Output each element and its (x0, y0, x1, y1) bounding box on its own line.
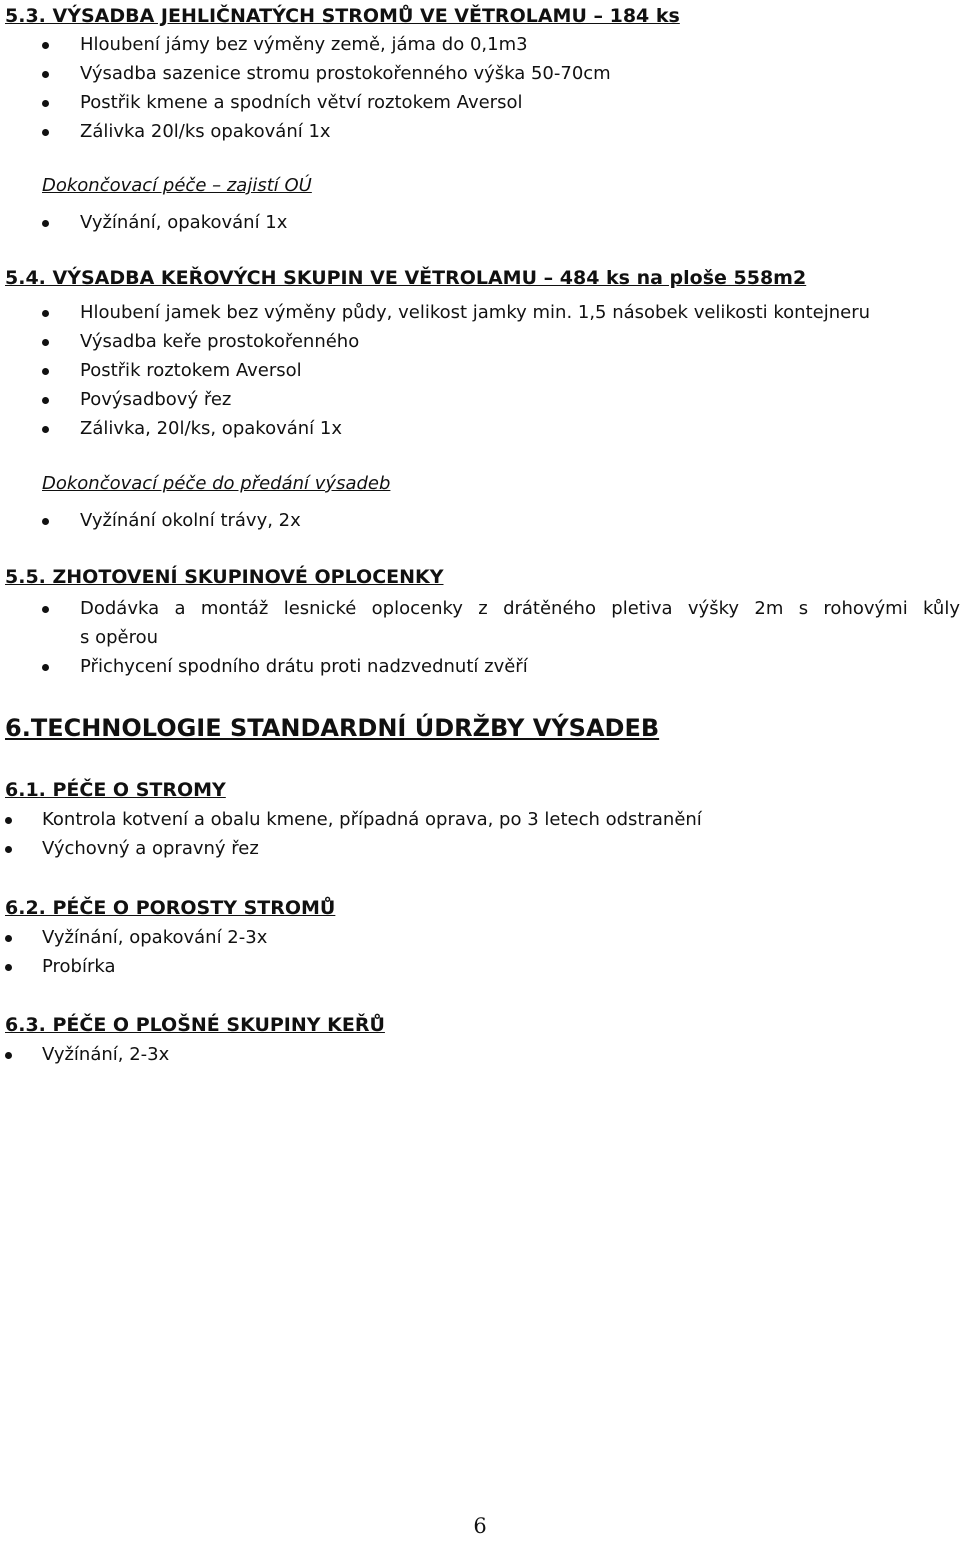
care-heading-5-4: Dokončovací péče do předání výsadeb (42, 473, 391, 494)
section-heading-5-4: 5.4. VÝSADBA KEŘOVÝCH SKUPIN VE VĚTROLAMU – 484 ks na ploše 558m2 (5, 267, 807, 289)
bullet (42, 100, 49, 107)
document-page: 5.3. VÝSADBA JEHLIČNATÝCH STROMŮ VE VĚTROLAMU – 184 ks Hloubení jámy bez výměny země, jáma do 0,1m3 Výsadba sazenice stromu prostokořenného výška 50-70cm Postřik kmene a spodních větví roztokem Aversol Zálivka 20l/ks opakování 1x Dokončovací péče – zajistí OÚ Vyžínání, opakování 1x 5.4. VÝSADBA KEŘOVÝCH SKUPIN VE VĚTROLAMU – 484 ks na ploše 558m2 Hloubení jamek bez výměny půdy, velikost jamky min. 1,5 násobek velikosti kontejneru Výsadba keře prostokořenného Postřik roztokem Aversol Povýsadbový řez Zálivka, 20l/ks, opakování 1x Dokončovací péče do předání výsadeb Vyžínání okolní trávy, 2x 5.5. ZHOTOVENÍ SKUPINOVÉ OPLOCENKY Dodávka a montáž lesnické oplocenky z drátěného pletiva výšky 2m s rohovými kůly s opěrou Přichycení spodního drátu proti nadzvednutí zvěří 6.TECHNOLOGIE STANDARDNÍ ÚDRŽBY VÝSADEB 6.1. PÉČE O STROMY Kontrola kotvení a obalu kmene, případná oprava, po 3 letech odstranění Výchovný a opravný řez 6.2. PÉČE O POROSTY STROMŮ Vyžínání, opakování 2-3x Probírka 6.3. PÉČE O PLOŠNÉ SKUPINY KEŘŮ Vyžínání, 2-3x 6 (0, 0, 960, 1547)
bullet (42, 339, 49, 346)
section-heading-6-2: 6.2. PÉČE O POROSTY STROMŮ (5, 897, 336, 919)
bullet (42, 71, 49, 78)
bullet (42, 426, 49, 433)
bullet (42, 310, 49, 317)
bullet (5, 846, 12, 853)
bullet (42, 129, 49, 136)
list-item-text-line: Dodávka a montáž lesnické oplocenky z drátěného pletiva výšky 2m s rohovými kůly (80, 598, 960, 619)
bullet (42, 606, 49, 613)
care-heading-5-3: Dokončovací péče – zajistí OÚ (42, 175, 312, 196)
chapter-heading-6: 6.TECHNOLOGIE STANDARDNÍ ÚDRŽBY VÝSADEB (5, 714, 660, 742)
bullet (5, 935, 12, 942)
bullet (5, 964, 12, 971)
bullet (42, 397, 49, 404)
bullet (42, 220, 49, 227)
section-heading-5-5: 5.5. ZHOTOVENÍ SKUPINOVÉ OPLOCENKY (5, 566, 444, 588)
list-item-text-continuation: s opěrou (80, 627, 159, 648)
bullet (42, 518, 49, 525)
page-number: 6 (473, 1514, 487, 1538)
section-heading-5-3: 5.3. VÝSADBA JEHLIČNATÝCH STROMŮ VE VĚTROLAMU – 184 ks (5, 5, 680, 27)
bullet (42, 42, 49, 49)
bullet (5, 1052, 12, 1059)
section-heading-6-3: 6.3. PÉČE O PLOŠNÉ SKUPINY KEŘŮ (5, 1014, 385, 1036)
section-heading-6-1: 6.1. PÉČE O STROMY (5, 779, 226, 801)
bullet (42, 664, 49, 671)
bullet (42, 368, 49, 375)
bullet (5, 817, 12, 824)
